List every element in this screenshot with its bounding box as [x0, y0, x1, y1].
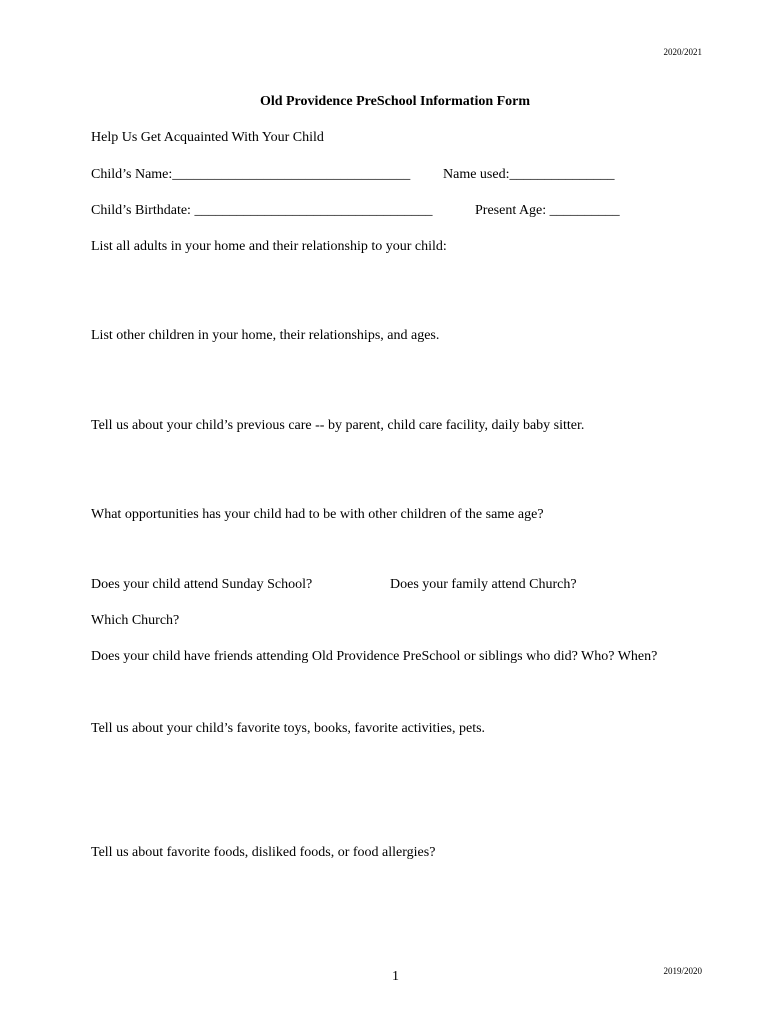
child-name-label: Child’s Name:	[91, 167, 173, 182]
birthdate-label: Child’s Birthdate:	[91, 203, 191, 218]
question-other-children: List other children in your home, their relationships, and ages.	[91, 328, 440, 343]
question-adults: List all adults in your home and their relationship to your child:	[91, 239, 447, 254]
year-bottom: 2019/2020	[663, 966, 702, 976]
form-subtitle: Help Us Get Acquainted With Your Child	[91, 130, 324, 145]
birthdate-row	[91, 202, 432, 219]
question-friends: Does your child have friends attending Old Providence PreSchool or siblings who did? Who? When?	[91, 649, 658, 664]
question-opportunities: What opportunities has your child had to be with other children of the same age?	[91, 507, 544, 522]
year-top: 2020/2021	[663, 47, 702, 57]
present-age-row	[475, 202, 620, 219]
form-title: Old Providence PreSchool Information Form	[259, 94, 531, 109]
question-foods: Tell us about favorite foods, disliked foods, or food allergies?	[91, 845, 436, 860]
present-age-field[interactable]: __________	[549, 203, 620, 218]
name-used-row	[443, 166, 614, 183]
question-sunday-school: Does your child attend Sunday School?	[91, 577, 313, 592]
page-number: 1	[392, 969, 399, 984]
question-favorites: Tell us about your child’s favorite toys, books, favorite activities, pets.	[91, 721, 486, 736]
present-age-label: Present Age:	[475, 203, 547, 218]
name-used-field[interactable]: _______________	[509, 167, 615, 182]
question-previous-care: Tell us about your child’s previous care -- by parent, child care facility, daily baby sitter.	[91, 418, 585, 433]
question-which-church: Which Church?	[91, 613, 180, 628]
question-family-church: Does your family attend Church?	[390, 577, 577, 592]
birthdate-field[interactable]: __________________________________	[194, 203, 433, 218]
child-name-field[interactable]: __________________________________	[172, 167, 411, 182]
child-name-row	[91, 166, 410, 183]
name-used-label: Name used:	[443, 167, 510, 182]
